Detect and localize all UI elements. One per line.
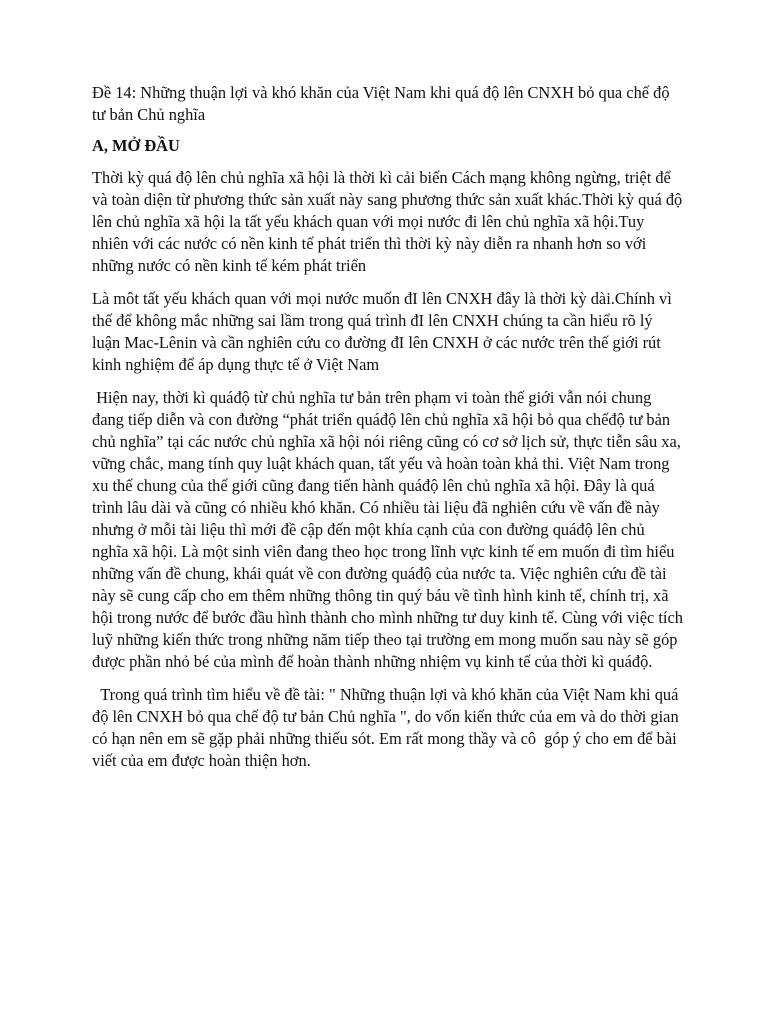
section-heading: A, MỞ ĐẦU	[92, 136, 180, 155]
paragraph-intro: Thời kỳ quá độ lên chủ nghĩa xã hội là thời kì cải biến Cách mạng không ngừng, triệt để và toàn diện từ phương thức sản xuất này sang phương thức sản xuất khác.Thời kỳ quá độ lên chủ nghĩa xã hội la tất yếu khách quan với mọi nước đi lên chủ nghĩa xã hội.Tuy nhiên với các nước có nền kinh tế phát triển thì thời kỳ này diễn ra nhanh hơn so với những nước có nền kinh tế kém phát triển	[92, 168, 683, 275]
paragraph-context: Hiện nay, thời kì quáđộ từ chủ nghĩa tư bản trên phạm vi toàn thế giới vẫn nói chung đang tiếp diễn và con đường “phát triển quáđộ lên chủ nghĩa xã hội bỏ qua chếđộ tư bản chủ nghĩa” tại các nước chủ nghĩa xã hội nói riêng cũng có cơ sở lịch sử, thực tiễn sâu xa, vững chắc, mang tính quy luật khách quan, tất yếu và hoàn toàn khả thi. Việt Nam trong xu thế chung của thế giới cũng đang tiến hành quáđộ lên chủ nghĩa xã hội. Đây là quá trình lâu dài và cũng có nhiều khó khăn. Có nhiều tài liệu đã nghiên cứu về vấn đề này nhưng ở mỗi tài liệu thì mới đề cập đến một khía cạnh của con đường quáđộ lên chủ nghĩa xã hội. Là một sinh viên đang theo học trong lĩnh vực kinh tế em muốn đi tìm hiểu những vấn đề chung, khái quát về con đường quáđộ của nước ta. Việc nghiên cứu đề tài này sẽ cung cấp cho em thêm những thông tin quý báu về tình hình kinh tế, chính trị, xã hội trong nước để bước đầu hình thành cho mình những tư duy kinh tế. Cùng với việc tích luỹ những kiến thức trong những năm tiếp theo tại trường em mong muốn sau này sẽ góp được phần nhỏ bé của mình để hoàn thành những nhiệm vụ kinh tế của thời kì quáđộ.	[92, 388, 688, 671]
paragraph-objective-necessity: Là môt tất yếu khách quan với mọi nước muốn đI lên CNXH đây là thời kỳ dài.Chính vì thế để không mắc những sai lầm trong quá trình đI lên CNXH chúng ta cần hiểu rõ lý luận Mac-Lênin và cần nghiên cứu co đường đI lên CNXH ở các nước trên thế giới rút kinh nghiệm để áp dụng thực tế ở Việt Nam	[92, 289, 672, 374]
paragraph-closing: Trong quá trình tìm hiểu về đề tài: " Những thuận lợi và khó khăn của Việt Nam khi quá độ lên CNXH bỏ qua chế độ tư bản Chủ nghĩa ", do vốn kiến thức của em và do thời gian có hạn nên em sẽ gặp phải những thiếu sót. Em rất mong thầy và cô góp ý cho em để bài viết của em được hoàn thiện hơn.	[92, 685, 683, 770]
document-title: Đề 14: Những thuận lợi và khó khăn của Việt Nam khi quá độ lên CNXH bỏ qua chế độ tư bản Chủ nghĩa	[92, 83, 670, 124]
document-body	[92, 82, 688, 783]
